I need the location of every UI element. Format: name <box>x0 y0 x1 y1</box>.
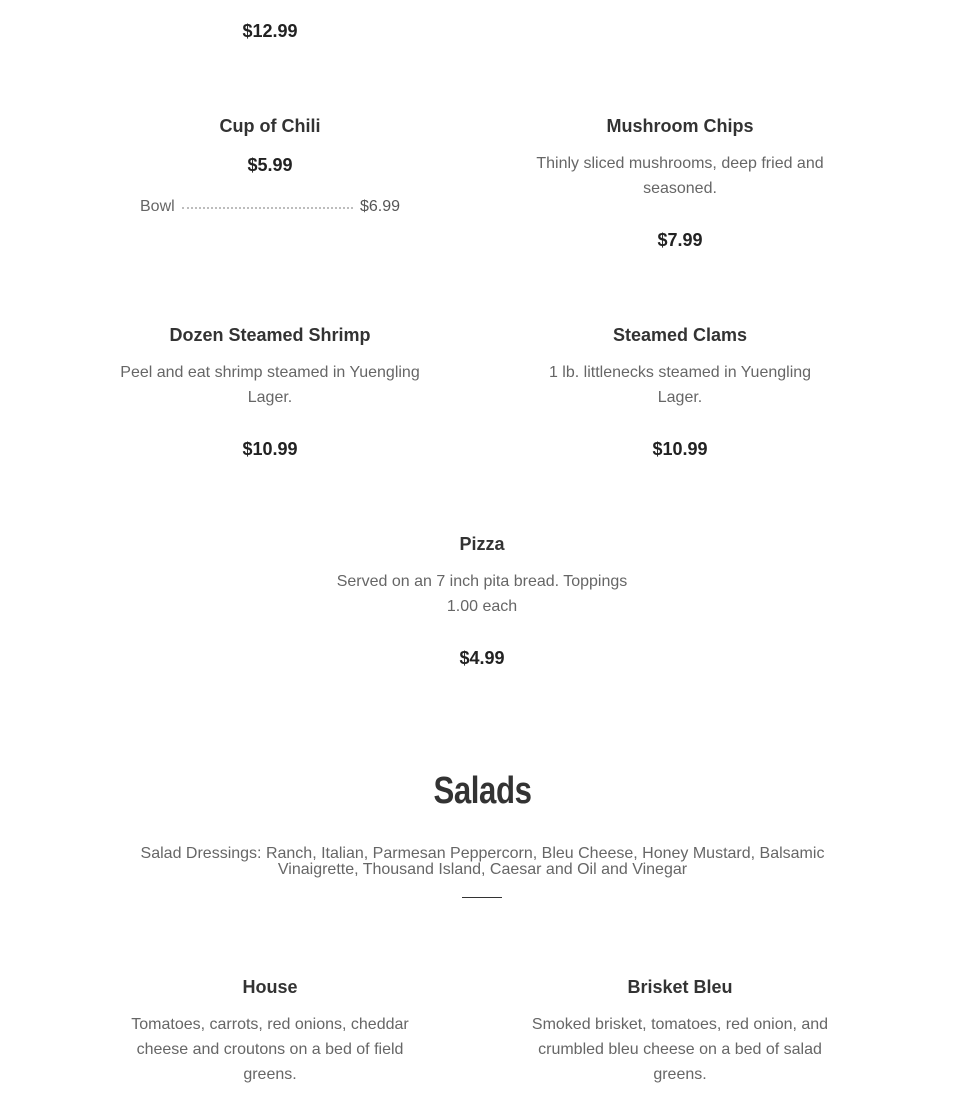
item-price: $7.99 <box>657 230 703 250</box>
item-name: Dozen Steamed Shrimp <box>169 325 371 345</box>
item-name: House <box>242 977 298 997</box>
item-description: Peel and eat shrimp steamed in Yuengling Lager. <box>120 364 420 406</box>
item-name: Mushroom Chips <box>606 116 754 136</box>
item-name: Steamed Clams <box>612 325 748 345</box>
menu-item-steamed-clams <box>540 319 820 469</box>
variant-price: $6.99 <box>359 198 400 215</box>
salad-dressings-note: Salad Dressings: Ranch, Italian, Parmesan Peppercorn, Bleu Cheese, Honey Mustard, Balsamic Vinaigrette, Thousand Island, Caesar and Oil and Vinegar <box>140 845 825 878</box>
menu-item-partial <box>120 0 420 60</box>
item-description: 1 lb. littlenecks steamed in Yuengling Lager. <box>548 364 812 406</box>
item-name: Brisket Bleu <box>627 977 733 997</box>
menu-item-house-salad <box>125 971 415 1096</box>
menu-item-cup-of-chili <box>120 110 420 230</box>
item-description: Served on an 7 inch pita bread. Toppings 1.00 each <box>336 573 628 615</box>
item-name: Cup of Chili <box>219 116 321 136</box>
item-price: $10.99 <box>652 439 708 459</box>
item-price: $10.99 <box>242 439 298 459</box>
item-price: $12.99 <box>242 21 298 41</box>
item-description: Thinly sliced mushrooms, deep fried and seasoned. <box>536 155 824 197</box>
menu-item-mushroom-chips <box>530 110 830 260</box>
variant-label: Bowl <box>140 198 175 215</box>
dot-leader <box>182 206 353 209</box>
menu-item-dozen-steamed-shrimp <box>115 319 425 469</box>
menu-item-pizza <box>332 528 632 678</box>
section-title-salads: Salads <box>433 770 532 812</box>
item-name: Pizza <box>459 534 505 554</box>
price-variant-row <box>140 198 400 216</box>
item-description: Smoked brisket, tomatoes, red onion, and crumbled bleu cheese on a bed of salad greens. <box>531 1016 829 1083</box>
section-divider <box>462 897 502 898</box>
item-description: Tomatoes, carrots, red onions, cheddar cheese and croutons on a bed of field greens. <box>131 1016 409 1083</box>
item-price: $5.99 <box>247 155 293 175</box>
menu-item-brisket-bleu <box>530 971 830 1096</box>
item-price: $4.99 <box>459 648 505 668</box>
